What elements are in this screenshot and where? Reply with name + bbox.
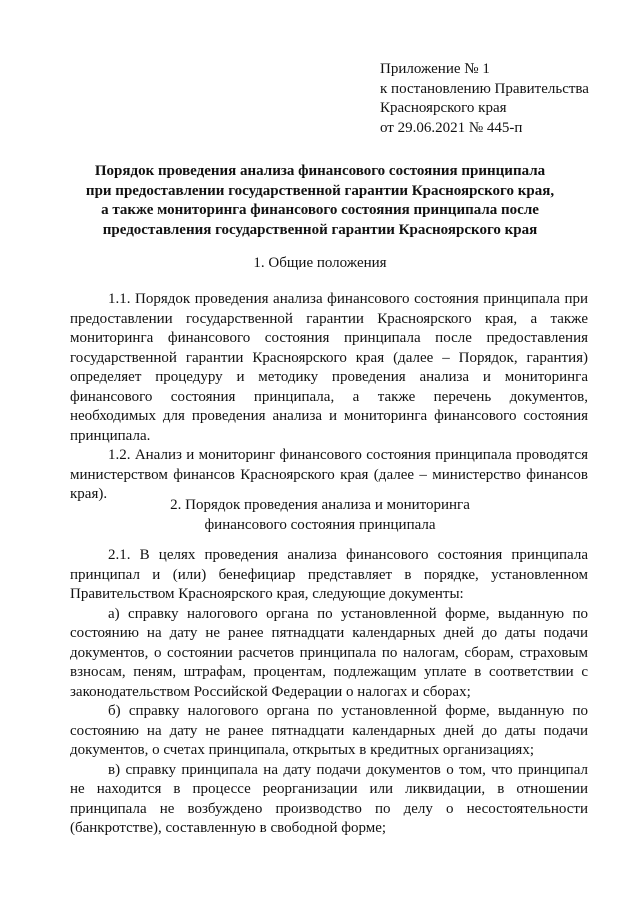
section-2-heading-line-1: 2. Порядок проведения анализа и мониторинга [170,497,470,513]
section-2-heading [60,496,580,535]
title-line-1: Порядок проведения анализа финансового состояния принципала [94,163,546,179]
section-1-heading-text: 1. Общие положения [253,255,387,271]
title-line-4: предоставления государственной гарантии Красноярского края [102,221,538,238]
section-1-body [70,290,588,505]
title-line-2: при предоставлении государственной гарантии Красноярского края, [85,182,555,199]
paragraph-1-2: 1.2. Анализ и мониторинг финансового состояния принципала проводятся министерством финансов Красноярского края (далее – министерство финансов края). [70,447,588,502]
list-item-a: а) справку налогового органа по установленной форме, выданную по состоянию на дату не ранее пятнадцати календарных дней до даты подачи документов, о состоянии расчетов принципала по налогам, сборам, страховым взносам, пеням, штрафам, процентам, подлежащим уплате в соответствии с законодательством Российской Федерации о налогах и сборах; [70,605,588,700]
section-2-body [70,546,588,839]
section-2-heading-line-2: финансового состояния принципала [204,516,436,533]
appendix-line-3: Красноярского края [380,100,507,116]
appendix-line-2: к постановлению Правительства [380,80,589,97]
paragraph-1-1: 1.1. Порядок проведения анализа финансового состояния принципала при предоставлении государственной гарантии Красноярского края, а также мониторинга финансового состояния принципала после предоставления государственной гарантии Красноярского края (далее – Порядок, гарантия) определяет процедуру и методику проведения анализа и мониторинга финансового состояния принципала, а также перечень документов, необходимых для проведения анализа и мониторинга финансового состояния принципала. [70,291,588,444]
list-item-b: б) справку налогового органа по установленной форме, выданную по состоянию на дату не ранее пятнадцати календарных дней до даты подачи документов, о счетах принципала, открытых в кредитных организациях; [70,703,588,758]
appendix-reference [380,60,589,138]
paragraph-2-1: 2.1. В целях проведения анализа финансового состояния принципала принципал и (или) бенефициар представляет в порядке, установленном Правительством Красноярского края, следующие документы: [70,547,588,602]
document-title [60,162,580,240]
section-1-heading [60,254,580,274]
appendix-line-4: от 29.06.2021 № 445-п [380,119,523,136]
appendix-line-1: Приложение № 1 [380,61,490,77]
list-item-v: в) справку принципала на дату подачи документов о том, что принципал не находится в процессе реорганизации или ликвидации, в отношении принципала не возбуждено производство по делу о несостоятельности (банкротстве), составленную в свободной форме; [70,761,588,836]
title-line-3: а также мониторинга финансового состояния принципала после [101,202,539,218]
